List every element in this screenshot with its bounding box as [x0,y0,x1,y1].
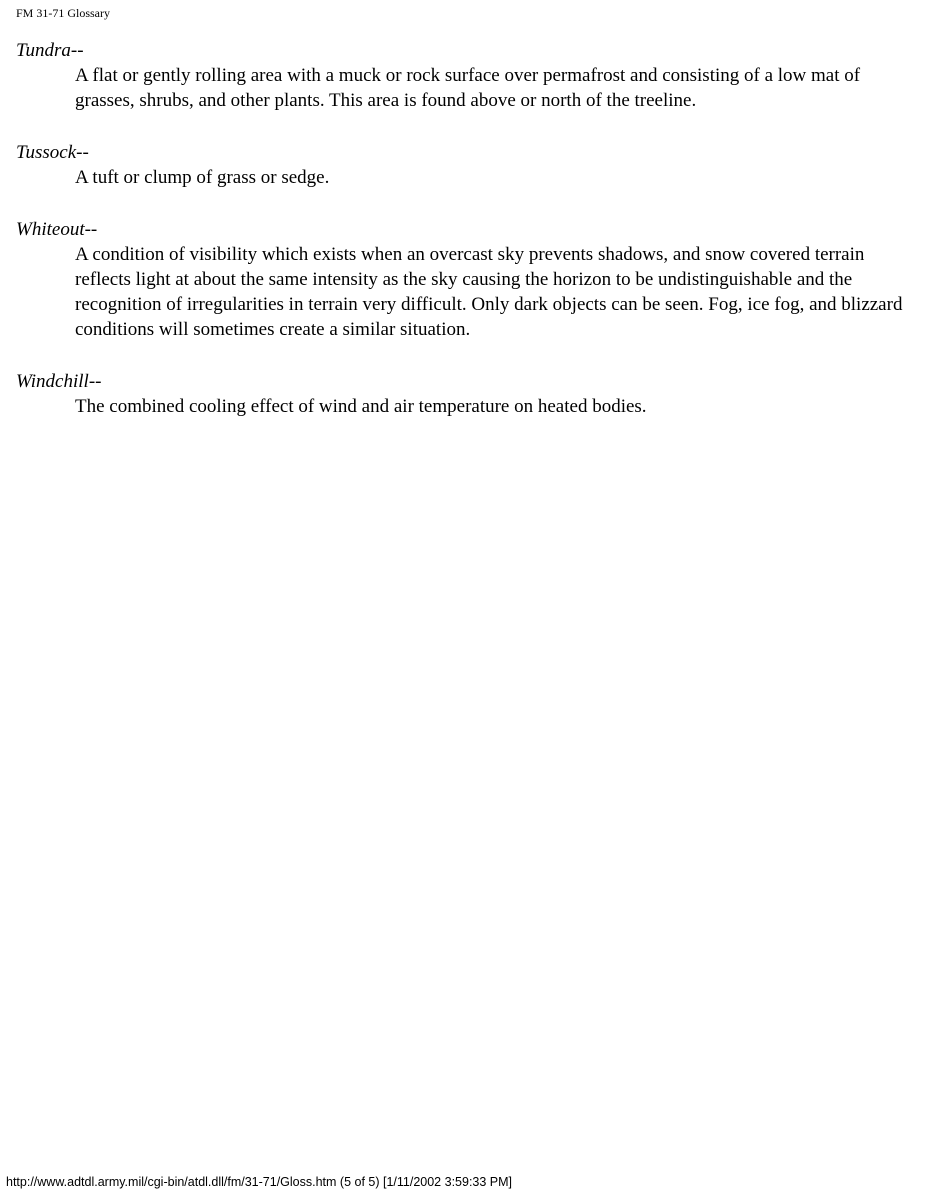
glossary-term: Whiteout-- [16,219,98,240]
glossary-term: Tussock-- [16,142,89,163]
glossary-list [16,38,906,446]
glossary-definition: A condition of visibility which exists when an overcast sky prevents shadows, and snow covered terrain reflects light at about the same intensity as the sky causing the horizon to be undistinguishable and the recognition of irregularities in terrain very difficult. Only dark objects can be seen. Fog, ice fog, and blizzard conditions will sometimes create a similar situation. [75,244,903,340]
glossary-term: Tundra-- [16,40,84,61]
glossary-entry-whiteout [16,217,906,342]
glossary-entry-tundra [16,38,906,113]
glossary-definition: A flat or gently rolling area with a muck or rock surface over permafrost and consisting of a low mat of grasses, shrubs, and other plants. This area is found above or north of the treeline. [75,65,861,111]
page-footer-url: http://www.adtdl.army.mil/cgi-bin/atdl.dll/fm/31-71/Gloss.htm (5 of 5) [1/11/2002 3:59:33 PM] [6,1175,513,1189]
glossary-term: Windchill-- [16,371,102,392]
page-header: FM 31-71 Glossary [16,6,111,20]
glossary-entry-tussock [16,140,906,190]
glossary-definition: A tuft or clump of grass or sedge. [75,167,330,188]
glossary-definition: The combined cooling effect of wind and air temperature on heated bodies. [75,396,647,417]
glossary-entry-windchill [16,369,906,419]
